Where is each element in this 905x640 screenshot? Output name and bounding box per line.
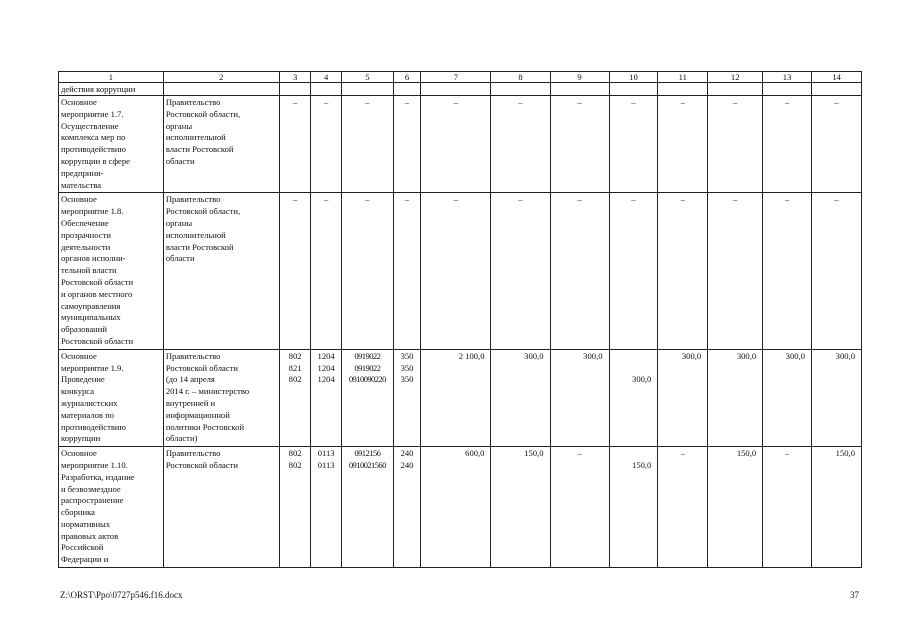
executor-cell-line: власти Ростовской bbox=[165, 144, 234, 155]
value-cell-c14-line: 300,0 bbox=[835, 350, 855, 361]
value-cell-c3-line: 802 bbox=[288, 448, 302, 459]
measure-cell-line: и безвозмездное bbox=[61, 483, 121, 494]
measure-cell-line: муниципальных bbox=[61, 312, 121, 323]
column-number: 14 bbox=[812, 72, 862, 83]
measure-cell-line: органов исполни- bbox=[61, 253, 126, 264]
measure-cell-line: Обеспечение bbox=[61, 217, 109, 228]
value-cell-c9-line: – bbox=[577, 97, 582, 107]
value-cell-c11-line: – bbox=[680, 194, 685, 205]
value-cell-c12-line: – bbox=[733, 97, 738, 107]
value-cell-c7-line: – bbox=[453, 194, 459, 205]
value-cell-c6-line: 350 bbox=[400, 350, 414, 361]
column-number: 7 bbox=[421, 72, 491, 83]
value-cell-c5-line: – bbox=[365, 97, 370, 107]
measure-cell-line: тельной власти bbox=[61, 265, 117, 276]
measure-cell-line: противодействию bbox=[61, 144, 126, 155]
value-cell-c13 bbox=[763, 96, 812, 193]
value-cell-c3-line: 821 bbox=[288, 362, 302, 373]
value-cell-c7 bbox=[421, 447, 491, 568]
value-cell-c5-line: 0912156 bbox=[354, 448, 381, 459]
footer-page-number: 37 bbox=[850, 590, 859, 600]
value-cell-c10-line: – bbox=[631, 194, 636, 205]
measure-cell-line: коррупции bbox=[61, 433, 101, 444]
budget-table bbox=[58, 71, 862, 568]
value-cell-c4-line: – bbox=[323, 194, 329, 205]
measure-cell-line: Основное bbox=[61, 350, 97, 361]
measure-cell-line: распространение bbox=[61, 495, 124, 506]
measure-cell-line: Проведение bbox=[61, 374, 105, 385]
executor-cell-line: внутренней и bbox=[165, 397, 216, 408]
measure-cell-line: правовых актов bbox=[61, 530, 119, 541]
measure-cell-line: противодействию bbox=[61, 421, 126, 432]
executor-cell-line: Правительство bbox=[165, 448, 221, 459]
value-cell-c7-line: 2 100,0 bbox=[458, 350, 485, 361]
value-cell-c11 bbox=[658, 349, 708, 446]
column-number: 2 bbox=[163, 72, 279, 83]
value-cell-c4-line: 1204 bbox=[317, 350, 335, 361]
table-row bbox=[59, 193, 862, 349]
measure-cell-line: Ростовской области bbox=[61, 276, 134, 287]
value-cell-c8-line: – bbox=[518, 194, 523, 205]
value-cell-c7-line: – bbox=[453, 97, 459, 107]
value-cell-c11-line: – bbox=[680, 448, 685, 459]
value-cell-c9 bbox=[550, 447, 609, 568]
value-cell-c13-line: – bbox=[784, 194, 790, 205]
value-cell-c9-line: 300,0 bbox=[583, 350, 603, 361]
measure-cell-line: материалов по bbox=[61, 409, 115, 420]
value-cell-c7-line: 600,0 bbox=[465, 448, 485, 459]
value-cell-c14-line: – bbox=[834, 194, 839, 205]
value-cell-c9 bbox=[550, 96, 609, 193]
measure-cell-line: мероприятие 1.7. bbox=[61, 108, 124, 119]
value-cell-c11 bbox=[658, 447, 708, 568]
value-cell-c5-line: 0910021560 bbox=[348, 459, 386, 470]
value-cell-c14-line: – bbox=[834, 97, 839, 107]
value-cell-c3 bbox=[279, 96, 311, 193]
value-cell-c4-line: 1204 bbox=[317, 374, 335, 385]
value-cell-c6-line: 240 bbox=[400, 459, 414, 470]
executor-cell-line: Ростовской области bbox=[165, 459, 238, 470]
value-cell-c10 bbox=[609, 96, 658, 193]
value-cell-c6 bbox=[393, 447, 420, 568]
value-cell-c4 bbox=[311, 349, 342, 446]
measure-cell-line: Российской bbox=[61, 542, 104, 553]
value-cell-c5-line: 0919022 bbox=[354, 350, 381, 361]
value-cell-c11 bbox=[658, 96, 708, 193]
value-cell-c10 bbox=[609, 447, 658, 568]
column-number: 5 bbox=[341, 72, 393, 83]
value-cell-c6-line: – bbox=[404, 97, 410, 107]
measure-cell bbox=[59, 349, 164, 446]
value-cell-c13-line: – bbox=[784, 448, 790, 459]
column-number-row bbox=[59, 72, 862, 83]
value-cell-c8-line: 300,0 bbox=[524, 350, 544, 361]
value-cell-c12 bbox=[708, 447, 763, 568]
measure-cell-line: прозрачности bbox=[61, 229, 111, 240]
column-number: 1 bbox=[59, 72, 164, 83]
value-cell-c10-line: – bbox=[631, 97, 636, 107]
value-cell-c14-line: 150,0 bbox=[835, 448, 855, 459]
measure-cell-line: мероприятие 1.8. bbox=[61, 206, 124, 217]
executor-cell-line: области bbox=[165, 253, 195, 264]
column-number: 11 bbox=[658, 72, 708, 83]
value-cell-c8 bbox=[491, 193, 550, 349]
value-cell-c6 bbox=[393, 349, 420, 446]
value-cell-c3-line: 802 bbox=[288, 350, 302, 361]
value-cell-c3-line: 802 bbox=[288, 459, 302, 470]
value-cell-c10-line bbox=[612, 351, 652, 363]
column-number: 13 bbox=[763, 72, 812, 83]
value-cell-c10-line bbox=[612, 448, 652, 460]
measure-cell bbox=[59, 193, 164, 349]
value-cell-c4 bbox=[311, 193, 342, 349]
value-cell-c13 bbox=[763, 349, 812, 446]
value-cell-c10-line bbox=[612, 363, 652, 375]
value-cell-c12 bbox=[708, 349, 763, 446]
measure-cell-line: Основное bbox=[61, 448, 97, 459]
value-cell-c5-line: – bbox=[365, 194, 370, 205]
value-cell-c3-line: – bbox=[292, 194, 298, 205]
measure-cell-line: самоуправления bbox=[61, 300, 121, 311]
value-cell-c8-line: 150,0 bbox=[524, 448, 544, 459]
measure-cell-line: сборника bbox=[61, 507, 95, 518]
value-cell-c4-line: 0113 bbox=[317, 448, 335, 459]
value-cell-c7 bbox=[421, 193, 491, 349]
table-row bbox=[59, 447, 862, 568]
value-cell-c4 bbox=[311, 96, 342, 193]
value-cell-c8 bbox=[491, 447, 550, 568]
measure-cell-line: Разработка, издание bbox=[61, 471, 135, 482]
value-cell-c5 bbox=[341, 193, 393, 349]
measure-cell-line: мательства bbox=[61, 179, 102, 190]
executor-cell-line: (до 14 апреля bbox=[165, 374, 215, 385]
measure-cell-line: конкурса bbox=[61, 386, 95, 397]
value-cell-c4-line: 1204 bbox=[317, 362, 335, 373]
executor-cell-line: исполнительной bbox=[165, 132, 226, 143]
value-cell-c10 bbox=[609, 349, 658, 446]
value-cell-c5 bbox=[341, 349, 393, 446]
value-cell-c12-line: 150,0 bbox=[736, 448, 757, 459]
footer-file-path: Z:\ORST\Ppo\0727p546.f16.docx bbox=[60, 590, 183, 600]
column-number: 9 bbox=[550, 72, 609, 83]
value-cell-c4-line: 0113 bbox=[317, 459, 335, 470]
value-cell-c6-line: 240 bbox=[400, 448, 414, 459]
value-cell-c10 bbox=[609, 193, 658, 349]
value-cell-c4 bbox=[311, 447, 342, 568]
continued-text: действия коррупции bbox=[59, 83, 164, 96]
value-cell-c3-line: – bbox=[292, 97, 298, 107]
executor-cell-line: Ростовской области bbox=[165, 362, 238, 373]
measure-cell-line: комплекса мер по bbox=[61, 132, 126, 143]
value-cell-c3-line: 802 bbox=[288, 374, 302, 385]
measure-cell-line: предприни- bbox=[61, 167, 104, 178]
value-cell-c14 bbox=[812, 349, 862, 446]
executor-cell-line: исполнительной bbox=[165, 229, 226, 240]
executor-cell bbox=[163, 96, 279, 193]
value-cell-c13 bbox=[763, 193, 812, 349]
measure-cell-line: Основное bbox=[61, 97, 97, 107]
value-cell-c12 bbox=[708, 193, 763, 349]
measure-cell-line: Осуществление bbox=[61, 120, 119, 131]
executor-cell-line: Ростовской области, bbox=[165, 108, 241, 119]
measure-cell-line: нормативных bbox=[61, 518, 111, 529]
value-cell-c9-line: – bbox=[577, 194, 582, 205]
executor-cell-line: Правительство bbox=[165, 350, 221, 361]
value-cell-c5-line: 0910090220 bbox=[348, 374, 386, 385]
measure-cell-line: образований bbox=[61, 324, 107, 335]
column-number: 8 bbox=[491, 72, 550, 83]
measure-cell-line: коррупции в сфере bbox=[61, 155, 130, 166]
value-cell-c7 bbox=[421, 96, 491, 193]
executor-cell bbox=[163, 447, 279, 568]
value-cell-c14 bbox=[812, 193, 862, 349]
executor-cell-line: политики Ростовской bbox=[165, 421, 245, 432]
value-cell-c5-line: 0919022 bbox=[354, 362, 381, 373]
executor-cell bbox=[163, 193, 279, 349]
value-cell-c14 bbox=[812, 96, 862, 193]
value-cell-c12-line: 300,0 bbox=[736, 350, 757, 361]
measure-cell-line: мероприятие 1.10. bbox=[61, 459, 128, 470]
measure-cell-line: Основное bbox=[61, 194, 97, 205]
table-row bbox=[59, 349, 862, 446]
value-cell-c11-line: – bbox=[680, 97, 685, 107]
value-cell-c3 bbox=[279, 193, 311, 349]
value-cell-c12 bbox=[708, 96, 763, 193]
measure-cell-line: и органов местного bbox=[61, 288, 133, 299]
executor-cell-line: органы bbox=[165, 217, 193, 228]
value-cell-c6 bbox=[393, 96, 420, 193]
table-row bbox=[59, 96, 862, 193]
executor-cell bbox=[163, 349, 279, 446]
continued-row bbox=[59, 83, 862, 96]
value-cell-c9 bbox=[550, 193, 609, 349]
executor-cell-line: Правительство bbox=[165, 194, 221, 205]
measure-cell-line: журналистских bbox=[61, 397, 118, 408]
value-cell-c6-line: 350 bbox=[400, 374, 414, 385]
executor-cell-line: Ростовской области, bbox=[165, 206, 241, 217]
value-cell-c10-line: 300,0 bbox=[632, 374, 652, 385]
value-cell-c13-line: – bbox=[784, 97, 790, 107]
column-number: 6 bbox=[393, 72, 420, 83]
measure-cell-line: Федерации и bbox=[61, 554, 109, 565]
column-number: 4 bbox=[311, 72, 342, 83]
value-cell-c13-line: 300,0 bbox=[785, 350, 806, 361]
column-number: 3 bbox=[279, 72, 311, 83]
value-cell-c14 bbox=[812, 447, 862, 568]
executor-cell-line: 2014 г. – министерство bbox=[165, 386, 250, 397]
measure-cell-line: деятельности bbox=[61, 241, 111, 252]
value-cell-c6-line: 350 bbox=[400, 362, 414, 373]
value-cell-c9-line: – bbox=[577, 448, 582, 459]
value-cell-c9 bbox=[550, 349, 609, 446]
value-cell-c11 bbox=[658, 193, 708, 349]
column-number: 10 bbox=[609, 72, 658, 83]
value-cell-c7 bbox=[421, 349, 491, 446]
executor-cell-line: области) bbox=[165, 433, 198, 444]
value-cell-c8-line: – bbox=[518, 97, 523, 107]
value-cell-c3 bbox=[279, 447, 311, 568]
value-cell-c5 bbox=[341, 447, 393, 568]
value-cell-c3 bbox=[279, 349, 311, 446]
value-cell-c5 bbox=[341, 96, 393, 193]
measure-cell bbox=[59, 447, 164, 568]
executor-cell-line: органы bbox=[165, 120, 193, 131]
value-cell-c12-line: – bbox=[733, 194, 738, 205]
executor-cell-line: области bbox=[165, 155, 195, 166]
value-cell-c4-line: – bbox=[323, 97, 329, 107]
measure-cell bbox=[59, 96, 164, 193]
value-cell-c10-line: 150,0 bbox=[632, 459, 652, 470]
value-cell-c8 bbox=[491, 349, 550, 446]
executor-cell-line: информационной bbox=[165, 409, 230, 420]
value-cell-c13 bbox=[763, 447, 812, 568]
measure-cell-line: Ростовской области bbox=[61, 335, 134, 346]
executor-cell-line: власти Ростовской bbox=[165, 241, 234, 252]
column-number: 12 bbox=[708, 72, 763, 83]
value-cell-c6-line: – bbox=[404, 194, 410, 205]
value-cell-c6 bbox=[393, 193, 420, 349]
executor-cell-line: Правительство bbox=[165, 97, 221, 107]
measure-cell-line: мероприятие 1.9. bbox=[61, 362, 124, 373]
value-cell-c8 bbox=[491, 96, 550, 193]
value-cell-c11-line: 300,0 bbox=[681, 350, 702, 361]
